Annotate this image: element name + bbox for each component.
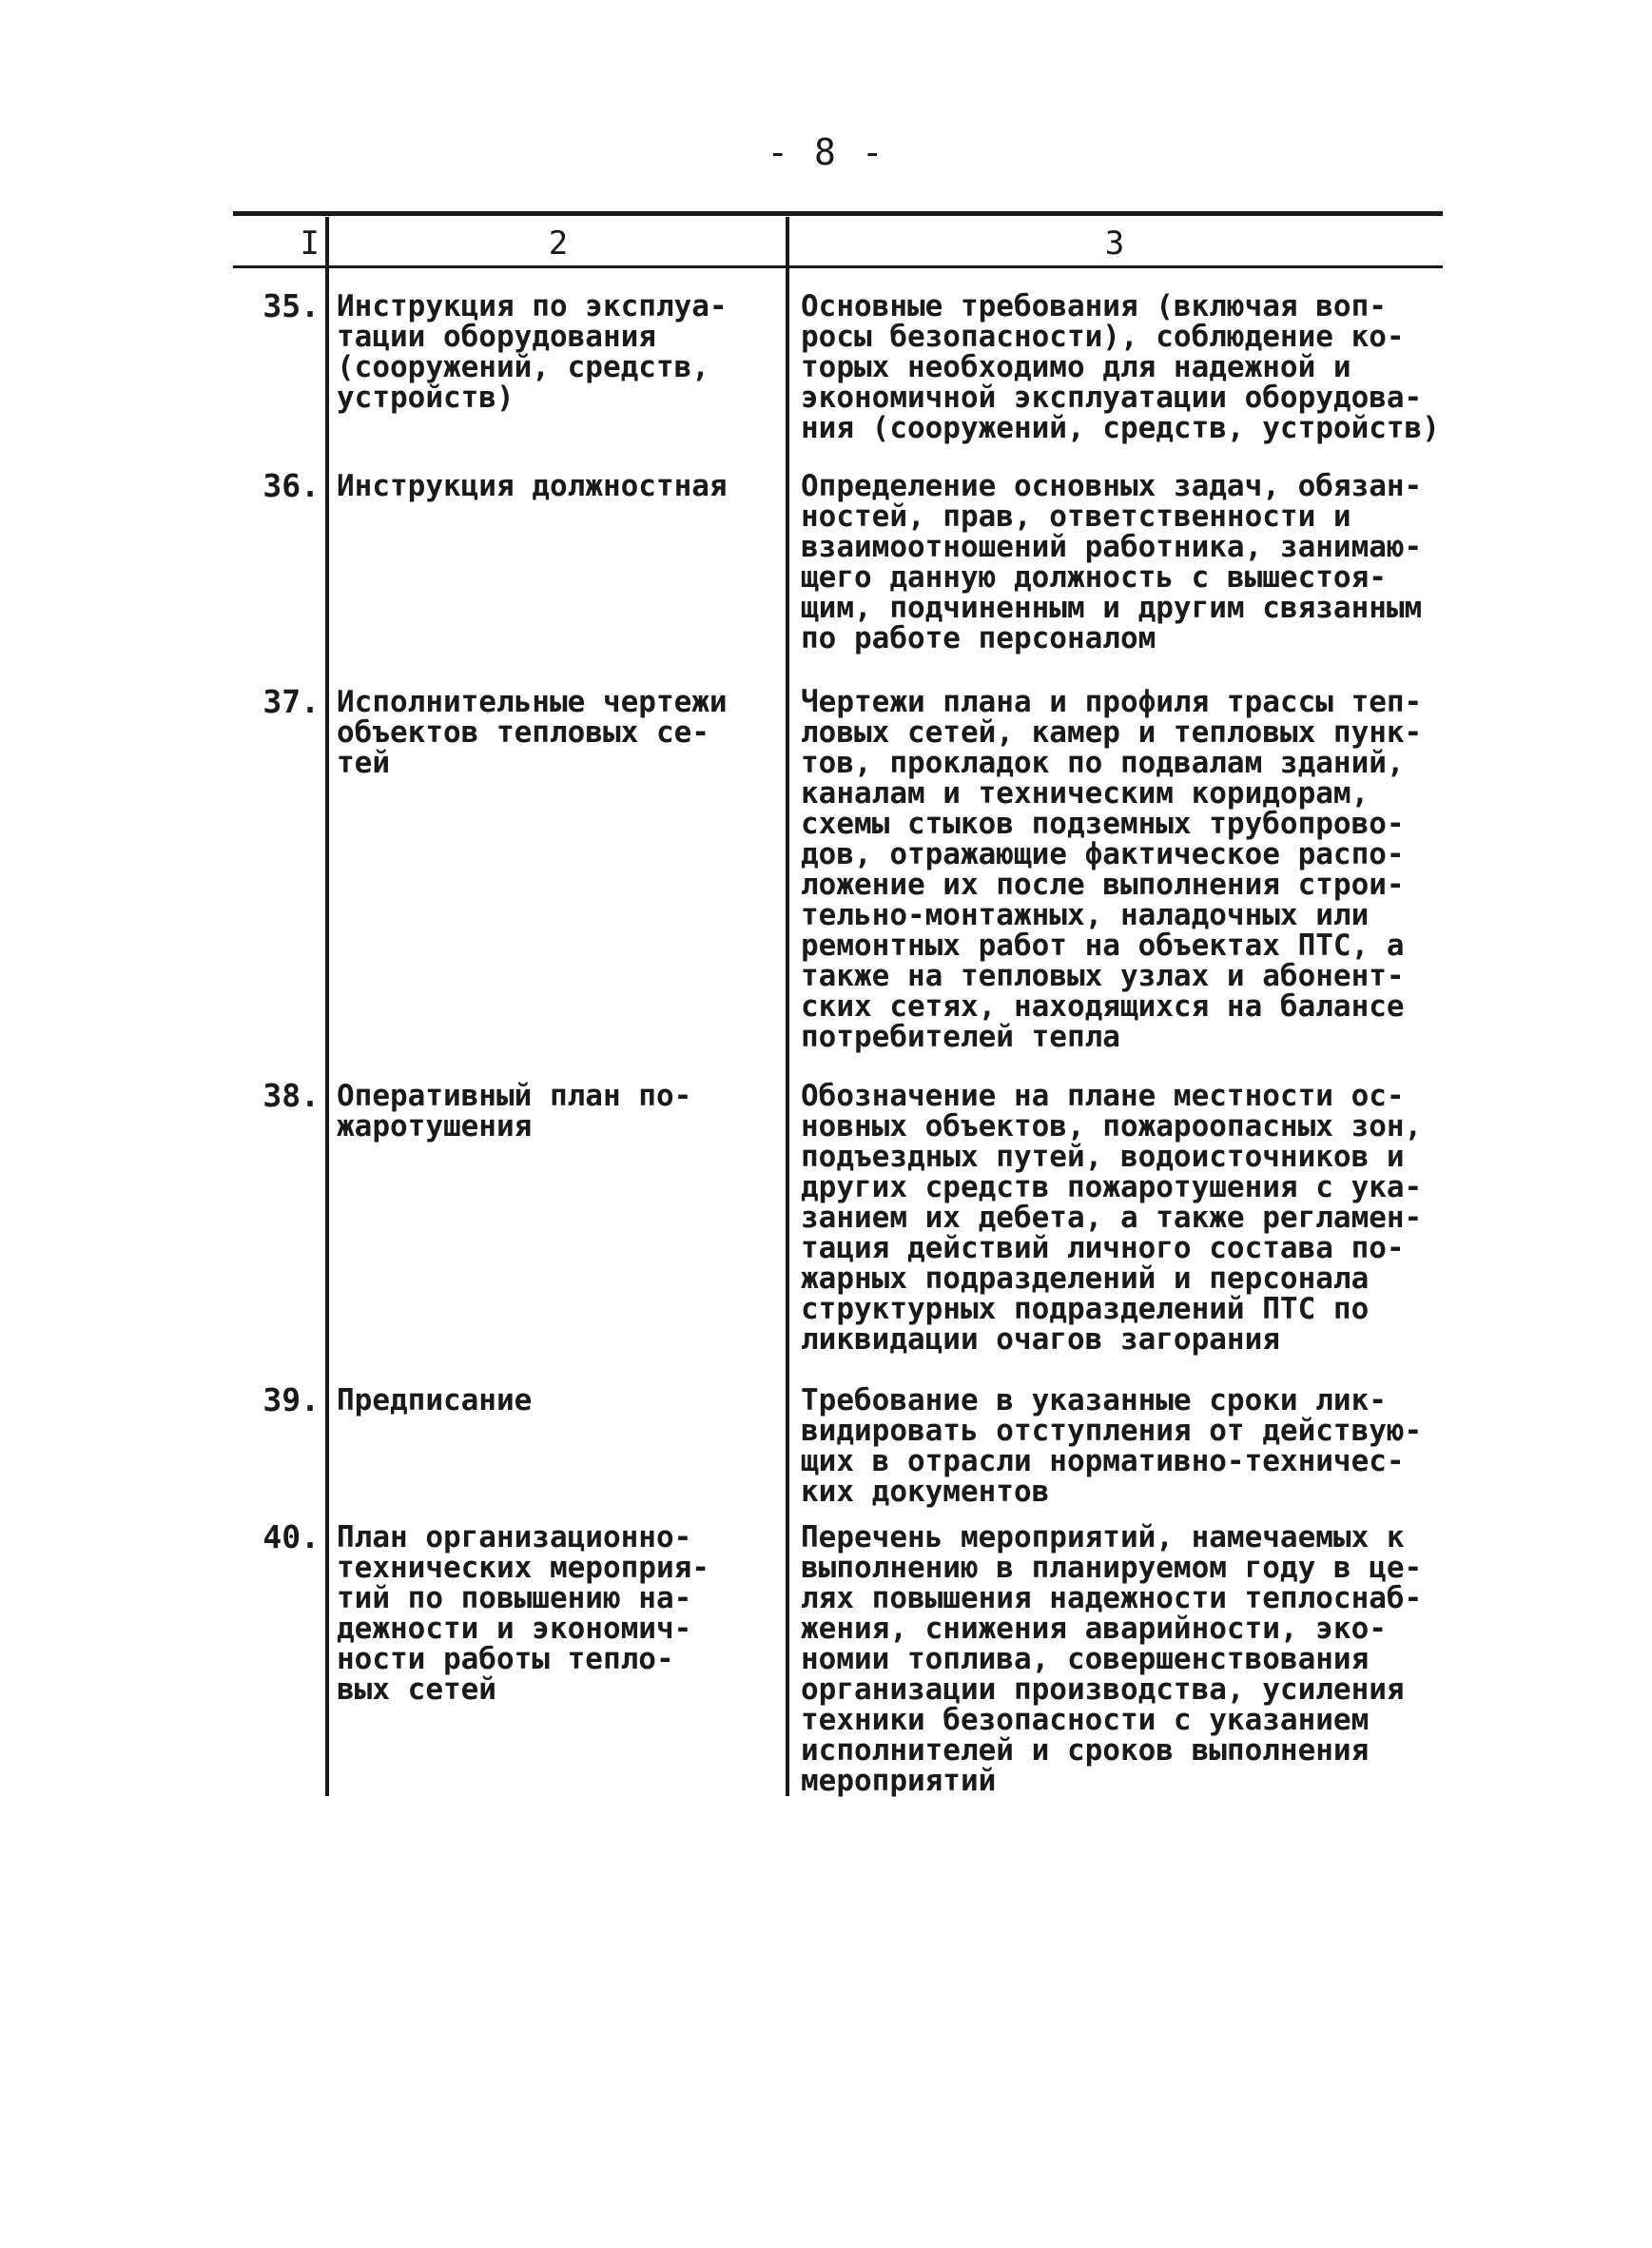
column-header-3: 3	[1104, 225, 1125, 263]
row-number: 35.	[262, 287, 320, 324]
definition-cell: Требование в указанные сроки лик- видировать отступления от действую- щих в отрасли нормативно-техничес- ких документов	[801, 1383, 1423, 1509]
column-header-2: 2	[548, 225, 569, 263]
definition-cell: Перечень мероприятий, намечаемых к выполнению в планируемом году в це- лях повышения надежности теплоснаб- жения, снижения аварийности, эко- номии топлива, совершенствования организации производства, усиления техники безопасности с указанием исполнителей и сроков выполнения мероприятий	[801, 1520, 1423, 1798]
row-number: 38.	[262, 1077, 320, 1114]
row-number: 39.	[262, 1381, 320, 1418]
term-cell: Исполнительные чертежи объектов тепловых се- тей	[337, 685, 728, 780]
column-divider-1	[325, 217, 329, 1796]
definition-cell: Определение основных задач, обязан- ностей, прав, ответственности и взаимоотношений работника, занимаю- щего данную должность с вышестоя- щим, подчиненным и другим связанным по работе персоналом	[801, 469, 1423, 655]
definition-cell: Основные требования (включая воп- росы безопасности), соблюдение ко- торых необходимо для надежной и экономичной эксплуатации оборудова- ния (сооружений, средств, устройств)	[801, 289, 1440, 445]
table-header-rule	[233, 265, 1443, 268]
term-cell: Оперативный план по- жаротушения	[337, 1079, 692, 1144]
row-number: 36.	[262, 467, 320, 504]
column-header-1: I	[300, 225, 320, 263]
term-cell: Инструкция по эксплуа- тации оборудования (сооружений, средств, устройств)	[337, 289, 728, 415]
row-number: 40.	[262, 1518, 320, 1555]
definition-cell: Чертежи плана и профиля трассы теп- ловых сетей, камер и тепловых пунк- тов, прокладок по подвалам зданий, каналам и техническим коридорам, схемы стыков подземных трубопрово- дов, отражающие фактическое распо- ложение их после выполнения строи- тельно-монтажных, наладочных или ремонтных работ на объектах ПТС, а также на тепловых узлах и абонент- ских сетях, находящихся на балансе потребителей тепла	[801, 685, 1423, 1054]
column-divider-2	[786, 217, 789, 1796]
row-number: 37.	[262, 683, 320, 720]
term-cell: План организационно- технических мероприя- тий по повышению на- дежности и экономич- ности работы тепло- вых сетей	[337, 1520, 709, 1707]
definition-cell: Обозначение на плане местности ос- новных объектов, пожароопасных зон, подъездных путей, водоисточников и других средств пожаротушения с ука- занием их дебета, а также регламен- тация действий личного состава по- жарных подразделений и персонала структурных подразделений ПТС по ликвидации очагов загорания	[801, 1079, 1423, 1357]
term-cell: Предписание	[337, 1383, 533, 1417]
page-number: - 8 -	[767, 131, 885, 173]
table-top-rule	[233, 211, 1443, 216]
term-cell: Инструкция должностная	[337, 469, 728, 503]
